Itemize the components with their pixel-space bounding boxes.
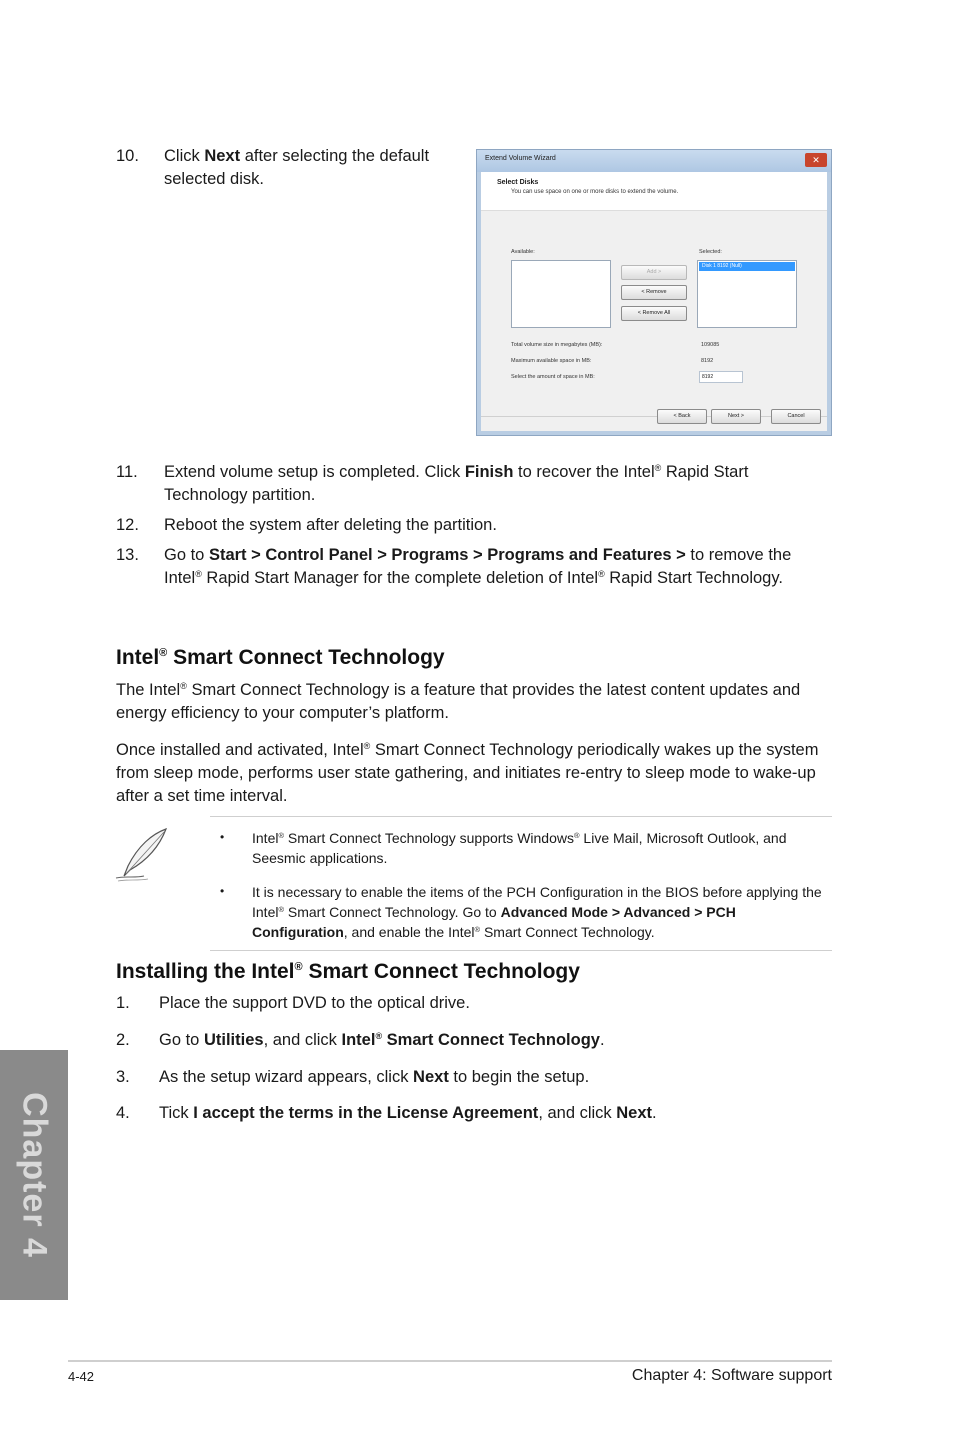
note-item-2: It is necessary to enable the items of the PCH Configuration in the BIOS before applying the Intel® Smart Connect Technology. Go to Advanced Mode > Advanced > PCH Configuration, and enable the Intel® Smart Connect Technology. (252, 884, 822, 940)
chapter-side-tab (0, 1050, 68, 1300)
add-button[interactable]: Add > (621, 265, 687, 280)
wizard-titlebar (477, 150, 831, 172)
available-label: Available: (511, 249, 535, 255)
total-size-label: Total volume size in megabytes (MB): (511, 342, 603, 348)
installing-heading: Installing the Intel® Smart Connect Technology (116, 960, 580, 983)
page-number: 4-42 (68, 1369, 95, 1384)
bullet-icon: • (220, 830, 225, 844)
step-text: As the setup wizard appears, click Next to begin the setup. (159, 1068, 590, 1086)
smart-connect-intro: The Intel® Smart Connect Technology is a feature that provides the latest content updates and energy efficiency to your computer’s platform. (116, 681, 801, 722)
step-number: 12. (116, 516, 139, 534)
available-list[interactable] (511, 260, 611, 328)
extend-volume-wizard-screenshot (476, 149, 832, 436)
close-icon[interactable]: ✕ (805, 153, 827, 167)
next-button[interactable]: Next > (711, 409, 761, 424)
note-bottom-rule (210, 950, 832, 951)
feather-pen-icon (114, 826, 172, 882)
step-number: 3. (116, 1068, 130, 1086)
step-text: Place the support DVD to the optical drive. (159, 994, 470, 1012)
wizard-panel (481, 172, 827, 431)
wizard-title: Extend Volume Wizard (485, 155, 556, 162)
step-number: 10. (116, 147, 139, 165)
step-text: Go to Start > Control Panel > Programs > Programs and Features > to remove the Intel® Rapid Start Manager for the complete deletion of Intel® Rapid Start Technology. (164, 546, 792, 587)
step-number: 1. (116, 994, 130, 1012)
wizard-heading: Select Disks (497, 179, 539, 186)
wizard-subheading: You can use space on one or more disks to extend the volume. (511, 189, 679, 195)
step-number: 2. (116, 1031, 130, 1049)
footer-rule (68, 1360, 832, 1362)
max-space-value: 8192 (701, 358, 714, 364)
select-space-label: Select the amount of space in MB: (511, 374, 595, 380)
step-text: Click Next after selecting the default selected disk. (164, 147, 430, 188)
space-amount-input[interactable]: 8192 (699, 371, 743, 383)
total-size-value: 109085 (701, 342, 720, 348)
chapter-tab-label: Chapter 4 (15, 1092, 54, 1258)
cancel-button[interactable]: Cancel (771, 409, 821, 424)
max-space-label: Maximum available space in MB: (511, 358, 592, 364)
note-top-rule (210, 816, 832, 817)
selected-disk-item[interactable]: Disk 1 8192 (Null) (699, 262, 795, 271)
step-number: 11. (116, 463, 138, 481)
step-text: Extend volume setup is completed. Click Finish to recover the Intel® Rapid Start Technology partition. (164, 463, 749, 504)
remove-all-button[interactable]: < Remove All (621, 306, 687, 321)
bullet-icon: • (220, 884, 225, 898)
selected-list[interactable] (697, 260, 797, 328)
back-button[interactable]: < Back (657, 409, 707, 424)
wizard-header (481, 172, 827, 211)
step-text: Go to Utilities, and click Intel® Smart Connect Technology. (159, 1031, 605, 1049)
step-number: 4. (116, 1104, 130, 1122)
step-number: 13. (116, 546, 139, 564)
note-item-1: Intel® Smart Connect Technology supports Windows® Live Mail, Microsoft Outlook, and Seesmic applications. (252, 830, 787, 866)
step-text: Reboot the system after deleting the partition. (164, 516, 497, 534)
remove-button[interactable]: < Remove (621, 285, 687, 300)
step-text: Tick I accept the terms in the License Agreement, and click Next. (159, 1104, 657, 1122)
footer-chapter-title: Chapter 4: Software support (631, 1367, 832, 1384)
selected-label: Selected: (699, 249, 722, 255)
smart-connect-description: Once installed and activated, Intel® Smart Connect Technology periodically wakes up the system from sleep mode, performs user state gathering, and initiates re-entry to sleep mode to wake-up after a set time interval. (116, 741, 819, 805)
smart-connect-heading: Intel® Smart Connect Technology (116, 646, 445, 669)
